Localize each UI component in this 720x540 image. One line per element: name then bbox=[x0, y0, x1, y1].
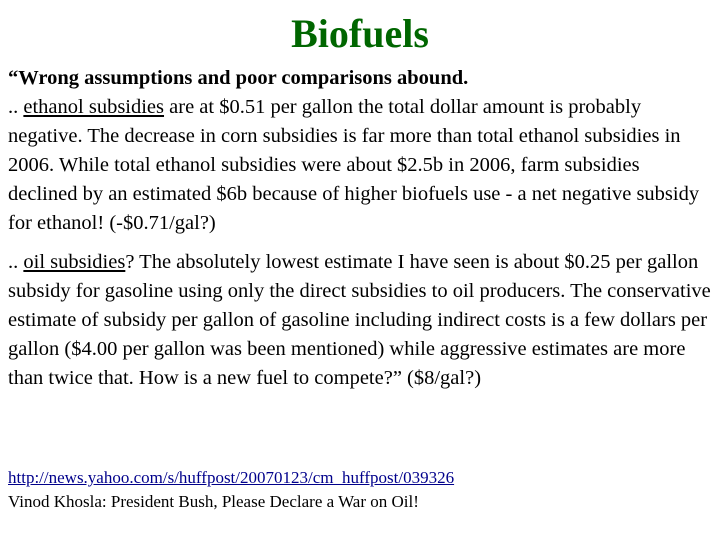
oil-subsidies-link[interactable]: oil subsidies bbox=[23, 251, 126, 273]
source-caption: Vinod Khosla: President Bush, Please Declare a War on Oil! bbox=[8, 492, 419, 511]
quote-lead: “Wrong assumptions and poor comparisons abound. bbox=[8, 67, 469, 89]
source-url-link[interactable]: http://news.yahoo.com/s/huffpost/20070123/cm_huffpost/039326 bbox=[8, 468, 455, 487]
page-title: Biofuels bbox=[291, 11, 429, 56]
oil-prefix: .. bbox=[8, 251, 24, 273]
source-citation bbox=[8, 466, 714, 514]
ethanol-paragraph-text: are at $0.51 per gallon the total dollar amount is probably negative. The decrease in corn subsidies is far more than total ethanol subsidies in 2006. While total ethanol subsidies were about $2.5b in 2006, farm subsidies declined by an estimated $6b because of higher biofuels use - a net negative subsidy for ethanol! (-$0.71/gal?) bbox=[8, 96, 700, 234]
oil-paragraph-text: ? The absolutely lowest estimate I have seen is about $0.25 per gallon subsidy for gasoline using only the direct subsidies to oil producers. The conservative estimate of subsidy per gallon of gasoline including indirect costs is a few dollars per gallon ($4.00 per gallon was been mentioned) while aggressive estimates are more than twice that. How is a new fuel to compete?” ($8/gal?) bbox=[8, 251, 711, 389]
ethanol-subsidies-link[interactable]: ethanol subsidies bbox=[23, 96, 165, 118]
quote-paragraph-ethanol bbox=[8, 64, 714, 238]
quote-body bbox=[8, 64, 714, 393]
quote-paragraph-oil bbox=[8, 248, 714, 393]
ethanol-prefix: .. bbox=[8, 96, 24, 118]
